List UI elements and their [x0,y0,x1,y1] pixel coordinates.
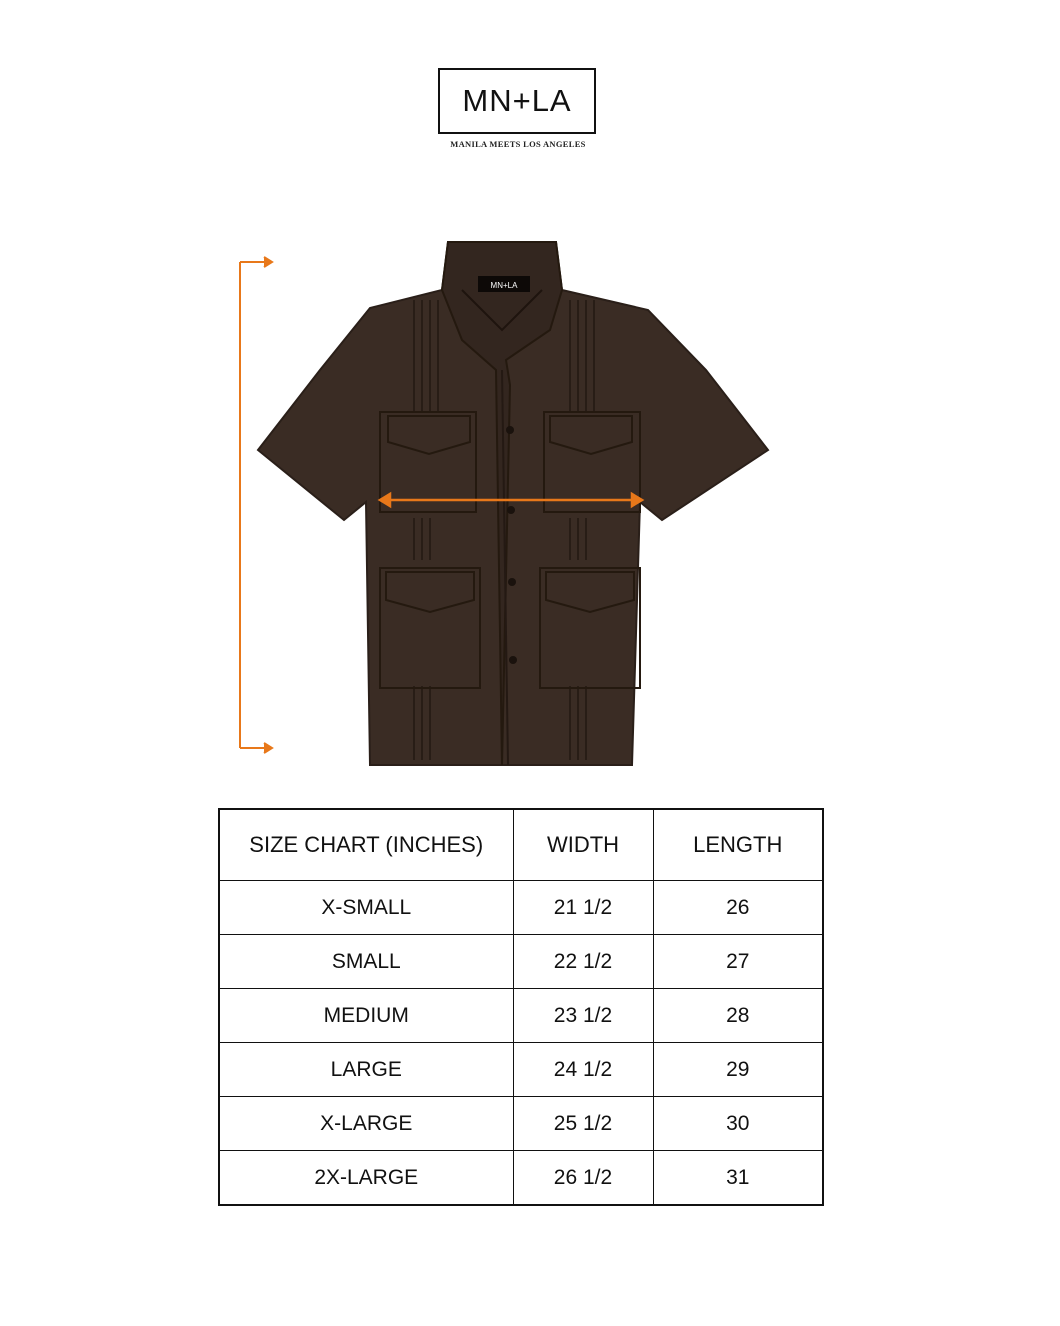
width-cell: 24 1/2 [513,1043,653,1097]
logo-text: MN+LA [462,83,572,118]
brand-logo [438,68,596,134]
header-width: WIDTH [513,809,653,881]
width-cell: 23 1/2 [513,989,653,1043]
header-size-chart: SIZE CHART (INCHES) [219,809,513,881]
length-cell: 30 [653,1097,823,1151]
size-cell: MEDIUM [219,989,513,1043]
size-cell: X-LARGE [219,1097,513,1151]
button-icon [507,506,515,514]
length-cell: 31 [653,1151,823,1206]
length-cell: 27 [653,935,823,989]
table-row [219,935,823,989]
width-cell: 22 1/2 [513,935,653,989]
length-cell: 26 [653,881,823,935]
table-row [219,881,823,935]
length-cell: 28 [653,989,823,1043]
shirt-figure [230,230,790,775]
length-cell: 29 [653,1043,823,1097]
size-chart-table [218,808,824,1206]
table-row [219,1151,823,1206]
size-cell: X-SMALL [219,881,513,935]
table-row [219,1097,823,1151]
width-cell: 26 1/2 [513,1151,653,1206]
button-icon [509,656,517,664]
size-cell: 2X-LARGE [219,1151,513,1206]
table-row [219,1043,823,1097]
width-cell: 25 1/2 [513,1097,653,1151]
brand-tagline: MANILA MEETS LOS ANGELES [450,139,586,149]
button-icon [506,426,514,434]
table-row [219,989,823,1043]
button-icon [508,578,516,586]
width-cell: 21 1/2 [513,881,653,935]
neck-label-text: MN+LA [490,281,518,290]
size-cell: LARGE [219,1043,513,1097]
table-header-row [219,809,823,881]
length-arrow-icon [240,257,272,753]
header-length: LENGTH [653,809,823,881]
size-cell: SMALL [219,935,513,989]
